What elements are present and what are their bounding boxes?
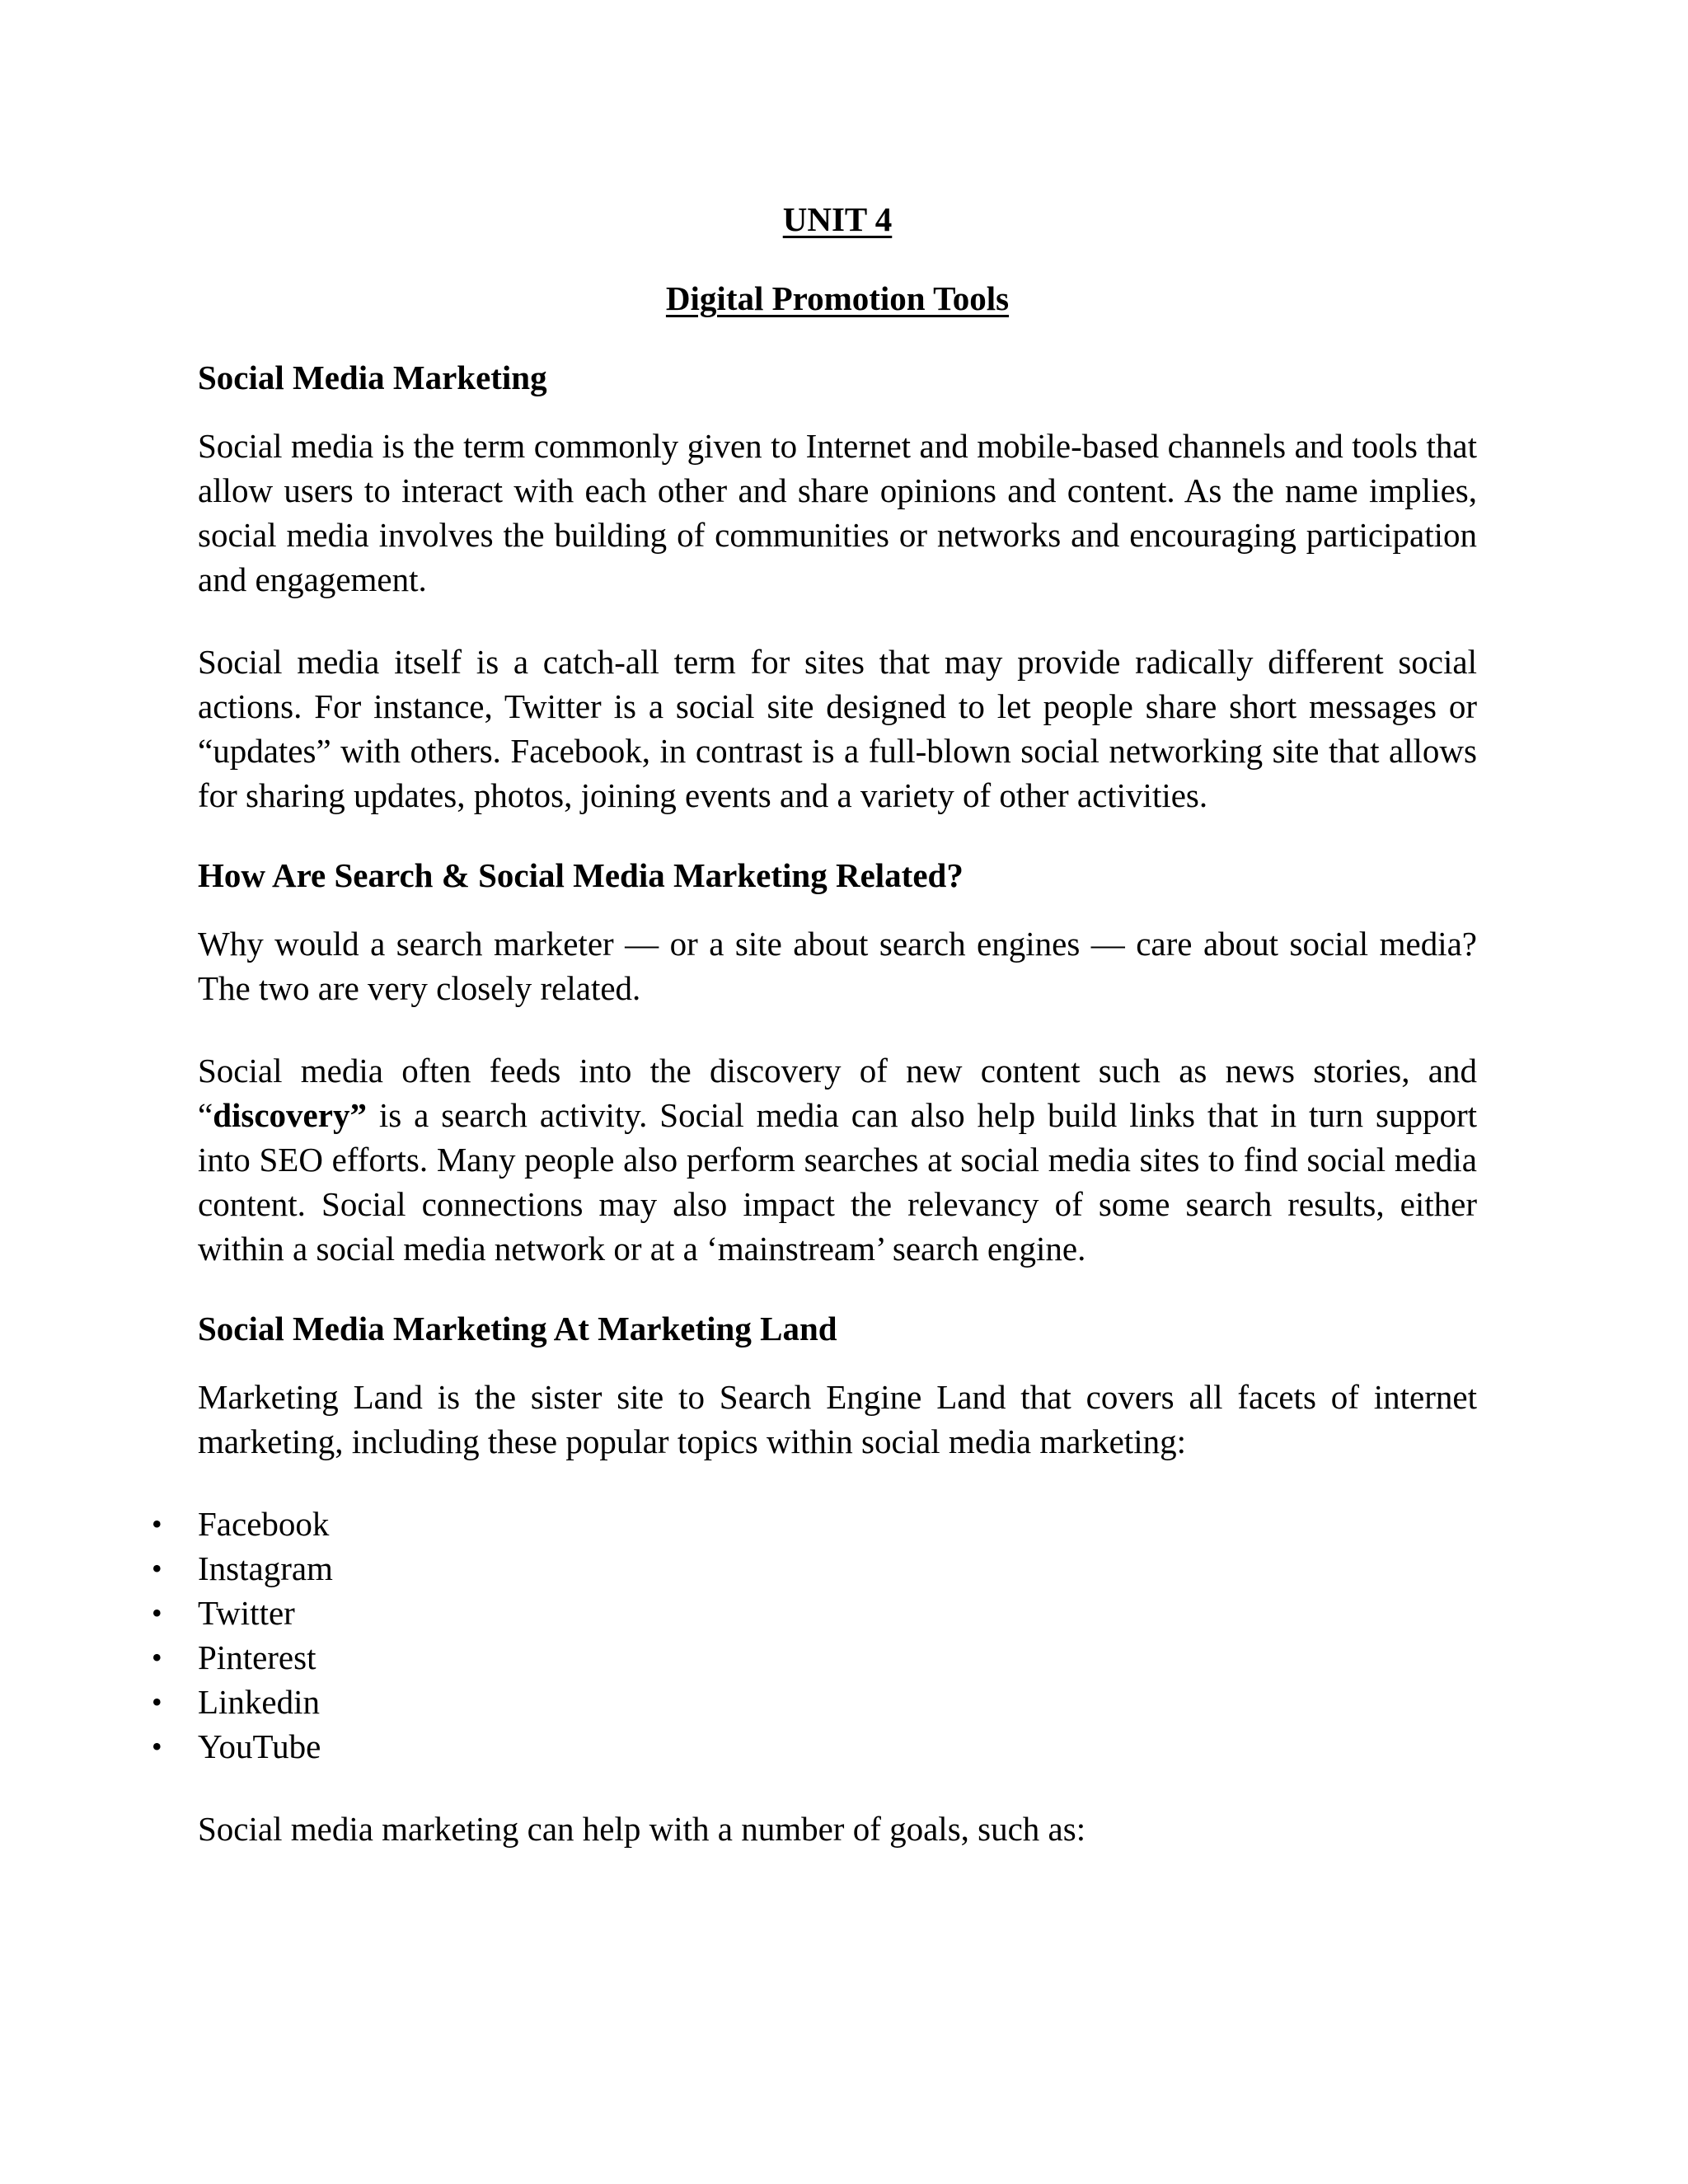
bullet: •	[152, 1685, 162, 1718]
list-item	[152, 1591, 1477, 1635]
list-item	[152, 1502, 1477, 1546]
bullet: •	[152, 1730, 162, 1763]
paragraph-marketing-land: Marketing Land is the sister site to Search Engine Land that covers all facets of internet marketing, including these popular topics within social media marketing:	[198, 1378, 1477, 1460]
bullet: •	[152, 1641, 162, 1674]
list-item	[152, 1680, 1477, 1724]
paragraph-why-search-marketer: Why would a search marketer — or a site about search engines — care about social media? The two are very closely related.	[198, 925, 1477, 1007]
heading-search-social-related: How Are Search & Social Media Marketing Related?	[198, 856, 964, 894]
discovery-term: discovery”	[213, 1096, 367, 1134]
list-item-label: YouTube	[198, 1727, 321, 1765]
heading-social-media-marketing: Social Media Marketing	[198, 359, 547, 396]
list-item-label: Linkedin	[198, 1683, 321, 1721]
paragraph-goals-intro: Social media marketing can help with a number of goals, such as:	[198, 1810, 1086, 1848]
bullet: •	[152, 1552, 162, 1585]
list-item-label: Facebook	[198, 1505, 330, 1543]
paragraph-discovery-rest: is a search activity. Social media can also help build links that in turn support into SEO efforts. Many people also perform searches at social media sites to find social media content. Social connections may also impact the relevancy of some search results, either within a social media network or at a ‘mainstream’ search engine.	[198, 1096, 1477, 1268]
list-item	[152, 1724, 1477, 1769]
list-item-label: Twitter	[198, 1594, 295, 1632]
bullet: •	[152, 1507, 162, 1540]
list-item-label: Pinterest	[198, 1638, 316, 1676]
document-page	[152, 198, 1477, 1851]
paragraph-discovery	[198, 1048, 1477, 1271]
paragraph-social-media-catch-all: Social media itself is a catch-all term for sites that may provide radically different social actions. For instance, Twitter is a social site designed to let people share short messages or “updates” with others. Facebook, in contrast is a full-blown social networking site that allows for sharing updates, photos, joining events and a variety of other activities.	[198, 643, 1477, 814]
list-item	[152, 1546, 1477, 1591]
bullet: •	[152, 1596, 162, 1629]
topics-list	[152, 1502, 1477, 1769]
paragraph-discovery-lead: Social media often feeds into the discovery of new content such as news stories, and “	[198, 1052, 1477, 1134]
document-subtitle: Digital Promotion Tools	[665, 279, 1010, 317]
heading-marketing-land: Social Media Marketing At Marketing Land	[198, 1310, 837, 1347]
unit-title: UNIT 4	[782, 200, 893, 238]
list-item	[152, 1635, 1477, 1680]
list-item-label: Instagram	[198, 1549, 333, 1587]
paragraph-social-media-definition: Social media is the term commonly given to Internet and mobile-based channels and tools that allow users to interact with each other and share opinions and content. As the name implies, social media involves the building of communities or networks and encouraging participation and engagement.	[198, 427, 1477, 598]
